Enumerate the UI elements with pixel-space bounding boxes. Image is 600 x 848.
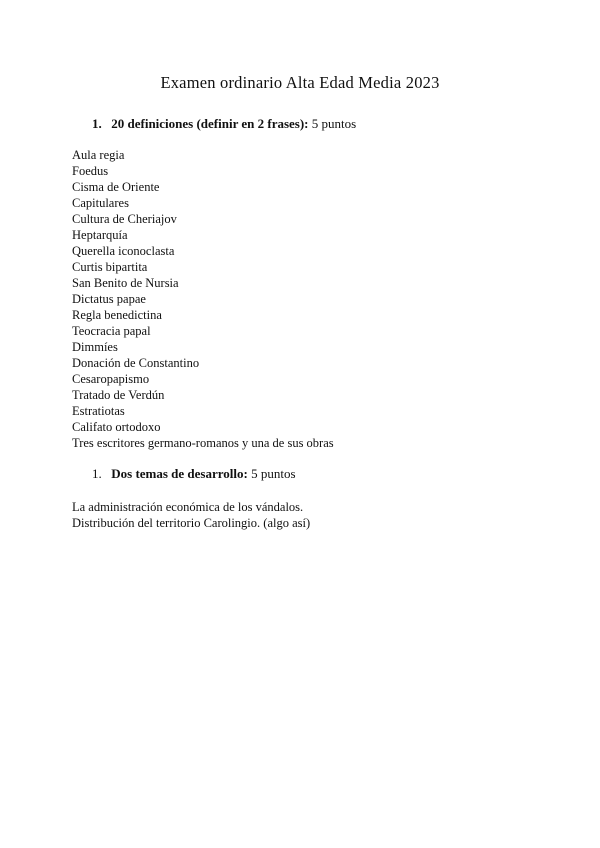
definition-item: Regla benedictina bbox=[72, 308, 162, 322]
page-title: Examen ordinario Alta Edad Media 2023 bbox=[160, 73, 440, 92]
definition-item: Aula regia bbox=[72, 148, 125, 162]
definition-item: Donación de Constantino bbox=[72, 356, 200, 370]
definition-item: Teocracia papal bbox=[72, 324, 151, 338]
essay-topic-item: La administración económica de los vándalos. bbox=[72, 500, 304, 514]
section-heading-points: 5 puntos bbox=[247, 466, 296, 481]
definition-item: Querella iconoclasta bbox=[72, 244, 175, 258]
definition-item: San Benito de Nursia bbox=[72, 276, 179, 290]
definitions-list bbox=[72, 147, 334, 451]
definition-item: Cisma de Oriente bbox=[72, 180, 160, 194]
section-number: 1. bbox=[92, 466, 102, 481]
definition-item: Dimmíes bbox=[72, 340, 118, 354]
definition-item: Curtis bipartita bbox=[72, 260, 148, 274]
section-heading-essays bbox=[92, 466, 296, 482]
section-heading-points: 5 puntos bbox=[308, 116, 357, 131]
definition-item: Tres escritores germano-romanos y una de sus obras bbox=[72, 436, 334, 450]
section-number: 1. bbox=[92, 116, 102, 131]
definition-item: Capitulares bbox=[72, 196, 129, 210]
essay-topic-item: Distribución del territorio Carolingio. (algo así) bbox=[72, 516, 311, 530]
essay-topics-list bbox=[72, 499, 310, 531]
definition-item: Foedus bbox=[72, 164, 109, 178]
definition-item: Califato ortodoxo bbox=[72, 420, 161, 434]
section-heading-bold: 20 definiciones (definir en 2 frases): bbox=[111, 116, 309, 131]
definition-item: Cultura de Cheriajov bbox=[72, 212, 177, 226]
definition-item: Dictatus papae bbox=[72, 292, 146, 306]
section-heading-bold: Dos temas de desarrollo: bbox=[111, 466, 248, 481]
section-heading-definitions bbox=[92, 116, 356, 132]
definition-item: Tratado de Verdún bbox=[72, 388, 165, 402]
definition-item: Heptarquía bbox=[72, 228, 128, 242]
definition-item: Cesaropapismo bbox=[72, 372, 150, 386]
definition-item: Estratiotas bbox=[72, 404, 125, 418]
